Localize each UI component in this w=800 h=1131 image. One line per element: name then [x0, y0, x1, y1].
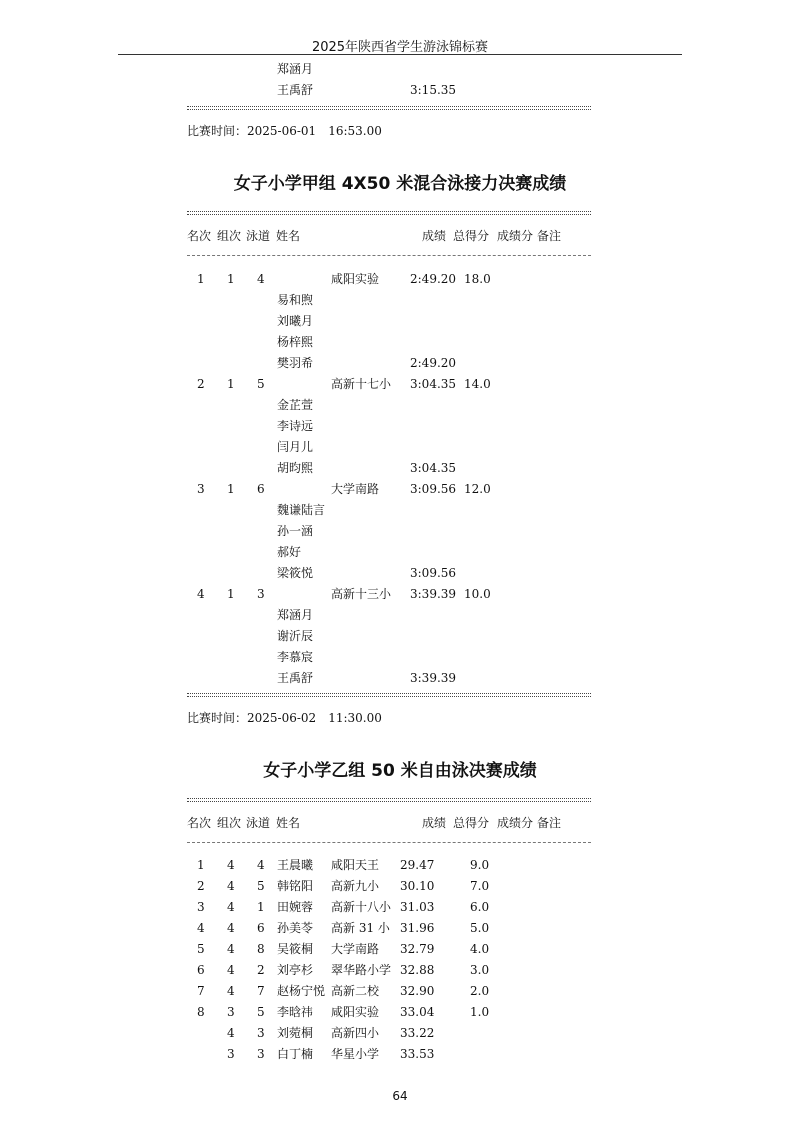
result-lane: 7 — [257, 984, 265, 998]
team-final-time: 3:09.56 — [410, 566, 457, 580]
page-number: 64 — [392, 1089, 408, 1103]
result-unit: 高新四小 — [331, 1026, 380, 1040]
double-rule — [187, 693, 591, 694]
single-rule — [187, 255, 591, 256]
page-header-title: 2025年陕西省学生游泳锦标赛 — [311, 40, 489, 55]
team-time: 2:49.20 — [410, 272, 457, 286]
member-name: 易和煦 — [277, 293, 314, 307]
team-final-time: 2:49.20 — [410, 356, 457, 370]
result-unit: 咸阳实验 — [331, 1005, 380, 1019]
result-name: 韩铭阳 — [277, 879, 314, 893]
result-group: 4 — [227, 900, 235, 914]
member-name: 孙一涵 — [277, 524, 314, 538]
result-name: 李晗祎 — [277, 1005, 314, 1019]
result-time: 31.03 — [400, 900, 435, 914]
result-lane: 2 — [257, 963, 265, 977]
team-group: 1 — [227, 482, 235, 496]
result-lane: 3 — [257, 1047, 265, 1061]
team-group: 1 — [227, 272, 235, 286]
result-rank: 7 — [197, 984, 205, 998]
team-final-time: 3:39.39 — [410, 671, 457, 685]
freestyle-col-header: 成绩分 — [497, 816, 534, 830]
result-group: 4 — [227, 963, 235, 977]
team-lane: 6 — [257, 482, 265, 496]
result-group: 4 — [227, 1026, 235, 1040]
team-time: 3:39.39 — [410, 587, 457, 601]
team-final-time: 3:04.35 — [410, 461, 457, 475]
result-group: 4 — [227, 879, 235, 893]
team-rank: 1 — [197, 272, 205, 286]
team-final-time: 3:15.35 — [410, 83, 457, 97]
team-rank: 2 — [197, 377, 205, 391]
relay-col-header: 泳道 — [246, 229, 271, 243]
result-rank: 2 — [197, 879, 205, 893]
member-name: 郝好 — [277, 545, 302, 559]
result-group: 3 — [227, 1005, 235, 1019]
result-unit: 高新二校 — [331, 984, 380, 998]
result-lane: 8 — [257, 942, 265, 956]
team-score: 14.0 — [464, 377, 491, 391]
freestyle-col-header: 成绩 — [422, 816, 447, 830]
team-lane: 5 — [257, 377, 265, 391]
result-unit: 高新十八小 — [331, 900, 392, 914]
team-lane: 4 — [257, 272, 265, 286]
team-score: 18.0 — [464, 272, 491, 286]
team-unit: 高新十七小 — [331, 377, 392, 391]
relay-col-header: 备注 — [537, 229, 562, 243]
member-name: 胡昀熙 — [277, 461, 314, 475]
result-name: 吴筱桐 — [277, 942, 314, 956]
result-time: 32.90 — [400, 984, 435, 998]
team-rank: 4 — [197, 587, 205, 601]
member-name: 郑涵月 — [277, 608, 314, 622]
result-score: 4.0 — [470, 942, 490, 956]
result-rank: 5 — [197, 942, 205, 956]
result-rank: 6 — [197, 963, 205, 977]
result-time: 33.04 — [400, 1005, 435, 1019]
result-time: 33.22 — [400, 1026, 435, 1040]
result-lane: 6 — [257, 921, 265, 935]
result-score: 7.0 — [470, 879, 490, 893]
result-unit: 翠华路小学 — [331, 963, 392, 977]
result-lane: 5 — [257, 1005, 265, 1019]
member-name: 金芷萱 — [277, 398, 314, 412]
section-title: 女子小学甲组 4X50 米混合泳接力决赛成绩 — [233, 174, 567, 194]
match-time: 比赛时间：2025-06-01 16:53.00 — [187, 124, 382, 138]
result-time: 32.79 — [400, 942, 435, 956]
member-name: 郑涵月 — [277, 62, 314, 76]
member-name: 谢沂辰 — [277, 629, 314, 643]
result-time: 33.53 — [400, 1047, 435, 1061]
result-rank: 1 — [197, 858, 205, 872]
relay-col-header: 成绩 — [422, 229, 447, 243]
team-group: 1 — [227, 377, 235, 391]
result-lane: 4 — [257, 858, 265, 872]
result-name: 赵杨宁悦 — [277, 984, 326, 998]
member-name: 王禹舒 — [277, 671, 314, 685]
double-rule — [187, 798, 591, 799]
team-time: 3:04.35 — [410, 377, 457, 391]
result-score: 9.0 — [470, 858, 490, 872]
result-time: 30.10 — [400, 879, 435, 893]
result-time: 31.96 — [400, 921, 435, 935]
team-score: 12.0 — [464, 482, 491, 496]
result-unit: 高新 31 小 — [331, 921, 390, 935]
team-score: 10.0 — [464, 587, 491, 601]
result-name: 刘亭杉 — [277, 963, 314, 977]
member-name: 杨梓熙 — [277, 335, 314, 349]
team-unit: 咸阳实验 — [331, 272, 380, 286]
member-name: 刘曦月 — [277, 314, 314, 328]
result-lane: 5 — [257, 879, 265, 893]
team-time: 3:09.56 — [410, 482, 457, 496]
member-name: 李诗远 — [277, 419, 314, 433]
result-unit: 华星小学 — [331, 1047, 380, 1061]
header-divider — [118, 54, 682, 55]
result-time: 29.47 — [400, 858, 435, 872]
double-rule — [187, 211, 591, 212]
result-rank: 3 — [197, 900, 205, 914]
result-group: 4 — [227, 921, 235, 935]
freestyle-col-header: 组次 — [217, 816, 242, 830]
result-score: 2.0 — [470, 984, 490, 998]
section-title: 女子小学乙组 50 米自由泳决赛成绩 — [263, 761, 537, 781]
freestyle-col-header: 总得分 — [453, 816, 490, 830]
relay-col-header: 组次 — [217, 229, 242, 243]
member-name: 王禹舒 — [277, 83, 314, 97]
relay-col-header: 名次 — [187, 229, 212, 243]
result-name: 王晨曦 — [277, 858, 314, 872]
result-group: 4 — [227, 858, 235, 872]
freestyle-col-header: 姓名 — [276, 816, 301, 830]
freestyle-col-header: 备注 — [537, 816, 562, 830]
result-unit: 高新九小 — [331, 879, 380, 893]
team-group: 1 — [227, 587, 235, 601]
result-lane: 3 — [257, 1026, 265, 1040]
result-unit: 咸阳天王 — [331, 858, 380, 872]
result-score: 1.0 — [470, 1005, 490, 1019]
relay-col-header: 成绩分 — [497, 229, 534, 243]
result-name: 孙美苓 — [277, 921, 314, 935]
result-rank: 4 — [197, 921, 205, 935]
double-rule — [187, 106, 591, 107]
freestyle-col-header: 名次 — [187, 816, 212, 830]
result-rank: 8 — [197, 1005, 205, 1019]
team-rank: 3 — [197, 482, 205, 496]
relay-col-header: 总得分 — [453, 229, 490, 243]
single-rule — [187, 842, 591, 843]
result-lane: 1 — [257, 900, 265, 914]
result-group: 4 — [227, 942, 235, 956]
result-group: 3 — [227, 1047, 235, 1061]
relay-col-header: 姓名 — [276, 229, 301, 243]
result-name: 白丁楠 — [277, 1047, 314, 1061]
member-name: 李慕宸 — [277, 650, 314, 664]
match-time: 比赛时间：2025-06-02 11:30.00 — [187, 711, 382, 725]
team-unit: 大学南路 — [331, 482, 380, 496]
member-name: 樊羽希 — [277, 356, 314, 370]
member-name: 魏谦陆言 — [277, 503, 326, 517]
result-time: 32.88 — [400, 963, 435, 977]
result-score: 6.0 — [470, 900, 490, 914]
result-name: 田婉蓉 — [277, 900, 314, 914]
result-score: 3.0 — [470, 963, 490, 977]
result-group: 4 — [227, 984, 235, 998]
team-lane: 3 — [257, 587, 265, 601]
result-unit: 大学南路 — [331, 942, 380, 956]
freestyle-col-header: 泳道 — [246, 816, 271, 830]
member-name: 梁筱悦 — [277, 566, 314, 580]
result-name: 刘菀桐 — [277, 1026, 314, 1040]
team-unit: 高新十三小 — [331, 587, 392, 601]
result-score: 5.0 — [470, 921, 490, 935]
member-name: 闫月儿 — [277, 440, 314, 454]
